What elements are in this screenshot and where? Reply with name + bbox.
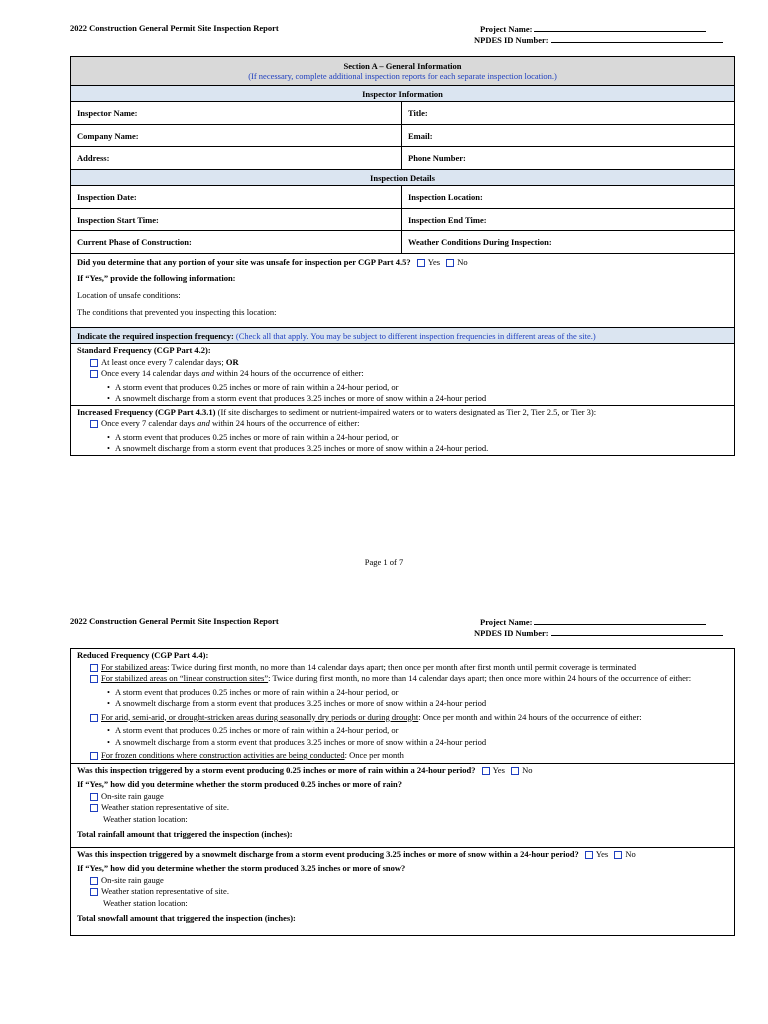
- frequency-continued-table: [70, 648, 735, 936]
- inspector-name-field[interactable]: Inspector Name:: [71, 102, 402, 125]
- rain-trigger-question: Was this inspection triggered by a storm event producing 0.25 inches or more of rain within a 24-hour period?: [77, 765, 476, 775]
- list-item: • A storm event that produces 0.25 inches or more of rain within a 24-hour period, or: [77, 382, 728, 394]
- unsafe-question: Did you determine that any portion of your site was unsafe for inspection per CGP Part 4.5?: [77, 257, 411, 267]
- standard-frequency-title: Standard Frequency (CGP Part 4.2):: [77, 345, 211, 355]
- list-item: • A snowmelt discharge from a storm event that produces 3.25 inches or more of snow within a 24-hour period: [77, 698, 728, 710]
- page-2: [0, 600, 768, 1024]
- rain-gauge-checkbox[interactable]: [90, 793, 98, 801]
- company-name-field[interactable]: Company Name:: [71, 125, 402, 147]
- increased-7day-checkbox[interactable]: [90, 420, 98, 428]
- rain-trigger-block: Was this inspection triggered by a storm event producing 0.25 inches or more of rain within a 24-hour period? Yes No If “Yes,” how did you determine whether the storm produced 0.25 inches or more of rain? On-site rain gauge Weather station representative of site. Weather station location: Total rainfall amount that triggered the inspection (inches):: [71, 764, 735, 848]
- inspection-start-time-field[interactable]: Inspection Start Time:: [71, 209, 402, 231]
- frozen-conditions-checkbox[interactable]: [90, 752, 98, 760]
- arid-areas-checkbox[interactable]: [90, 714, 98, 722]
- unsafe-no-checkbox[interactable]: [446, 259, 454, 267]
- document-title: 2022 Construction General Permit Site Inspection Report: [70, 616, 279, 626]
- inspection-date-field[interactable]: Inspection Date:: [71, 186, 402, 209]
- rain-weather-station-checkbox[interactable]: [90, 804, 98, 812]
- standard-frequency-block: Standard Frequency (CGP Part 4.2): At least once every 7 calendar days; OR Once every 14 calendar days and within 24 hours of the occurrence of either: • A storm event that produces 0.25 inches or more of rain within a 24-hour period, or • A snowmelt discharge from a storm event that produces 3.25 inches or more of snow within a 24-hour period: [71, 344, 735, 406]
- inspection-end-time-field[interactable]: Inspection End Time:: [402, 209, 735, 231]
- snow-yes-checkbox[interactable]: [585, 851, 593, 859]
- project-name-field[interactable]: Project Name:: [480, 23, 706, 34]
- list-item: • A snowmelt discharge from a storm event that produces 3.25 inches or more of snow within a 24-hour period: [77, 393, 728, 405]
- unsafe-conditions-block: Did you determine that any portion of your site was unsafe for inspection per CGP Part 4.5? Yes No If “Yes,” provide the following information: Location of unsafe conditions: The conditions that prevented you inspecting this location:: [71, 254, 735, 328]
- title-field[interactable]: Title:: [402, 102, 735, 125]
- npdes-id-field[interactable]: NPDES ID Number:: [474, 627, 723, 638]
- construction-phase-field[interactable]: Current Phase of Construction:: [71, 231, 402, 254]
- snow-trigger-question: Was this inspection triggered by a snowmelt discharge from a storm event producing 3.25 inches or more of snow within a 24-hour period?: [77, 849, 579, 859]
- frequency-header: Indicate the required inspection frequency: (Check all that apply. You may be subject to different inspection frequencies in different areas of the site.): [71, 328, 735, 344]
- list-item: • A storm event that produces 0.25 inches or more of rain within a 24-hour period, or: [77, 725, 728, 737]
- list-item: • A storm event that produces 0.25 inches or more of rain within a 24-hour period, or: [77, 687, 728, 699]
- project-name-field[interactable]: Project Name:: [480, 616, 706, 627]
- npdes-id-field[interactable]: NPDES ID Number:: [474, 34, 723, 45]
- email-field[interactable]: Email:: [402, 125, 735, 147]
- list-item: • A snowmelt discharge from a storm event that produces 3.25 inches or more of snow within a 24-hour period: [77, 737, 728, 749]
- snow-weather-station-checkbox[interactable]: [90, 888, 98, 896]
- unsafe-location-field[interactable]: Location of unsafe conditions:: [77, 290, 181, 300]
- stabilized-areas-checkbox[interactable]: [90, 664, 98, 672]
- increased-frequency-block: Increased Frequency (CGP Part 4.3.1) (If site discharges to sediment or nutrient-impaired waters or to waters designated as Tier 2, Tier 2.5, or Tier 3): Once every 7 calendar days and within 24 hours of the occurrence of either: • A storm event that produces 0.25 inches or more of rain within a 24-hour period, or • A snowmelt discharge from a storm event that produces 3.25 inches or more of snow within a 24-hour period.: [71, 405, 735, 455]
- snow-weather-station-location-field[interactable]: Weather station location:: [103, 897, 188, 908]
- if-yes-instruction: If “Yes,” provide the following information:: [77, 273, 236, 283]
- rain-total-field[interactable]: Total rainfall amount that triggered the inspection (inches):: [77, 829, 293, 839]
- rain-yes-checkbox[interactable]: [482, 767, 490, 775]
- snow-how-question: If “Yes,” how did you determine whether the storm produced 3.25 inches or more of snow?: [77, 863, 406, 873]
- unsafe-yes-checkbox[interactable]: [417, 259, 425, 267]
- snow-no-checkbox[interactable]: [614, 851, 622, 859]
- unsafe-conditions-field[interactable]: The conditions that prevented you inspecting this location:: [77, 307, 277, 317]
- rain-how-question: If “Yes,” how did you determine whether the storm produced 0.25 inches or more of rain?: [77, 779, 402, 789]
- phone-number-field[interactable]: Phone Number:: [402, 147, 735, 170]
- standard-14day-checkbox[interactable]: [90, 370, 98, 378]
- inspector-information-header: Inspector Information: [71, 86, 735, 102]
- increased-frequency-title: Increased Frequency (CGP Part 4.3.1): [77, 406, 216, 417]
- reduced-frequency-title: Reduced Frequency (CGP Part 4.4):: [77, 650, 209, 660]
- snow-trigger-block: Was this inspection triggered by a snowmelt discharge from a storm event producing 3.25 inches or more of snow within a 24-hour period? Yes No If “Yes,” how did you determine whether the storm produced 3.25 inches or more of snow? On-site rain gauge Weather station representative of site. Weather station location: Total snowfall amount that triggered the inspection (inches):: [71, 848, 735, 936]
- standard-7day-checkbox[interactable]: [90, 359, 98, 367]
- section-a-header: Section A – General Information (If necessary, complete additional inspection reports for each separate inspection location.): [71, 57, 735, 86]
- inspection-details-header: Inspection Details: [71, 170, 735, 186]
- snow-total-field[interactable]: Total snowfall amount that triggered the inspection (inches):: [77, 913, 296, 923]
- address-field[interactable]: Address:: [71, 147, 402, 170]
- rain-no-checkbox[interactable]: [511, 767, 519, 775]
- rain-weather-station-location-field[interactable]: Weather station location:: [103, 813, 188, 824]
- document-title: 2022 Construction General Permit Site Inspection Report: [70, 23, 279, 33]
- reduced-frequency-block: Reduced Frequency (CGP Part 4.4): For stabilized areas: Twice during first month, no more than 14 calendar days apart; then once per month after first month until permit coverage is terminated For stabilized areas on “linear construction sites”: Twice during first month, no more than 14 calendar days apart; then once more within 24 hours of the occurrence of either: • A storm event that produces 0.25 inches or more of rain within a 24-hour period, or • A snowmelt discharge from a storm event that produces 3.25 inches or more of snow within a 24-hour period For arid, semi-arid, or drought-stricken areas during seasonally dry periods or during drought: Once per month and within 24 hours of the occurrence of either: • A storm event that produces 0.25 inches or more of rain within a 24-hour period, or • A snowmelt discharge from a storm event that produces 3.25 inches or more of snow within a 24-hour period For frozen conditions where construction activities are being conducted: Once per month: [71, 649, 735, 764]
- section-a-table: [70, 56, 735, 456]
- snow-gauge-checkbox[interactable]: [90, 877, 98, 885]
- page-number: Page 1 of 7: [364, 557, 404, 567]
- list-item: • A storm event that produces 0.25 inches or more of rain within a 24-hour period, or: [77, 432, 728, 444]
- list-item: • A snowmelt discharge from a storm event that produces 3.25 inches or more of snow within a 24-hour period.: [77, 443, 728, 455]
- linear-sites-checkbox[interactable]: [90, 675, 98, 683]
- inspection-location-field[interactable]: Inspection Location:: [402, 186, 735, 209]
- weather-conditions-field[interactable]: Weather Conditions During Inspection:: [402, 231, 735, 254]
